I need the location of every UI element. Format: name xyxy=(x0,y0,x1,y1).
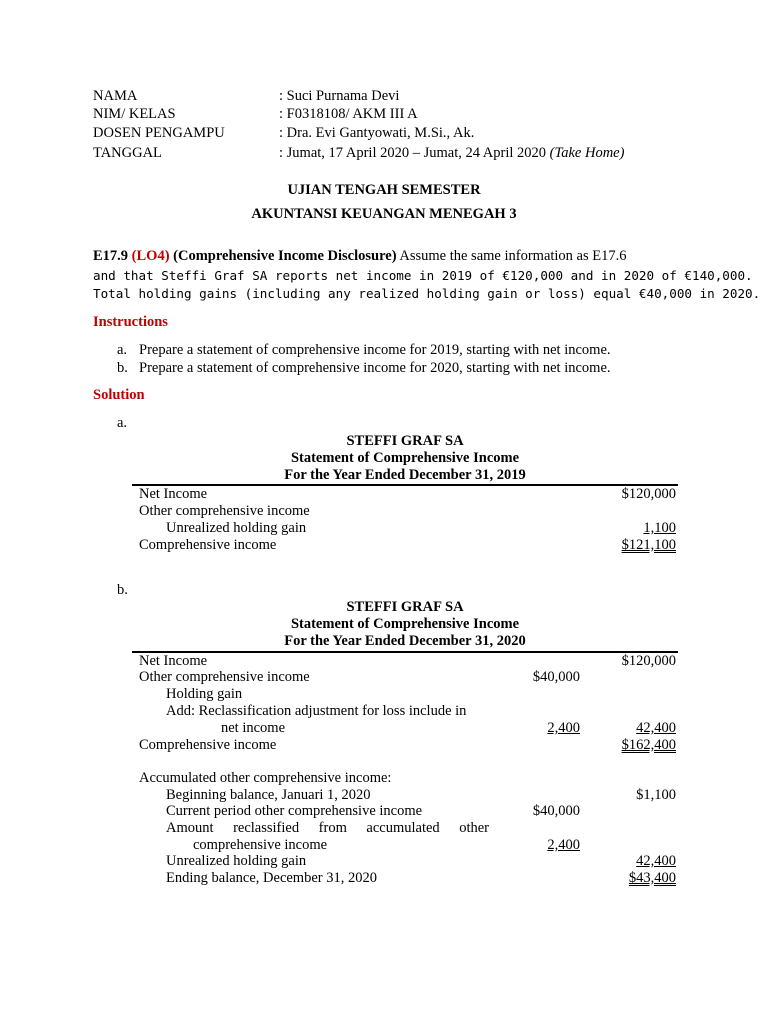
statement-a-ci-label: Comprehensive income xyxy=(139,537,277,553)
header-value-tanggal: : Jumat, 17 April 2020 – Jumat, 24 April 2020 (Take Home) xyxy=(279,145,625,161)
header-value-dosen: : Dra. Evi Gantyowati, M.Si., Ak. xyxy=(279,125,475,141)
statement-b-net-income-amount: $120,000 xyxy=(621,653,676,669)
statement-a-ci-amount: $121,100 xyxy=(621,537,676,553)
statement-a-oci-label: Other comprehensive income xyxy=(139,503,310,519)
statement-a-net-income-label: Net Income xyxy=(139,486,208,502)
aoci-beginning-label: Beginning balance, Januari 1, 2020 xyxy=(166,787,371,803)
statement-a-unrealized-label: Unrealized holding gain xyxy=(166,520,307,536)
instruction-text-a: Prepare a statement of comprehensive income for 2019, starting with net income. xyxy=(139,342,611,358)
header-value-nama: : Suci Purnama Devi xyxy=(279,88,400,104)
instruction-text-b: Prepare a statement of comprehensive income for 2020, starting with net income. xyxy=(139,360,611,376)
statement-b-reclass-label-1: Add: Reclassification adjustment for loss include in xyxy=(166,703,467,719)
problem-lo: (LO4) xyxy=(131,248,170,264)
aoci-ending-amount: $43,400 xyxy=(628,870,676,886)
statement-a-unrealized-amount: 1,100 xyxy=(643,520,676,536)
instructions-label: Instructions xyxy=(93,314,168,330)
instruction-marker-a: a. xyxy=(117,342,128,358)
course-title: AKUNTANSI KEUANGAN MENEGAH 3 xyxy=(251,206,517,222)
statement-b-period: For the Year Ended December 31, 2020 xyxy=(284,633,526,649)
aoci-ending-label: Ending balance, December 31, 2020 xyxy=(166,870,377,886)
header-label-nim: NIM/ KELAS xyxy=(93,106,176,122)
statement-a-net-income-amount: $120,000 xyxy=(621,486,676,502)
aoci-reclassified-label-2: comprehensive income xyxy=(193,837,328,853)
problem-line-3: Total holding gains (including any realized holding gain or loss) equal €40,000 in 2020. xyxy=(93,286,761,301)
statement-b-title: Statement of Comprehensive Income xyxy=(290,616,520,632)
solution-label: Solution xyxy=(93,387,145,403)
problem-heading: (Comprehensive Income Disclosure) xyxy=(173,248,397,264)
header-label-dosen: DOSEN PENGAMPU xyxy=(93,125,225,141)
statement-b-holding-gain-label: Holding gain xyxy=(166,686,243,702)
statement-a-period: For the Year Ended December 31, 2019 xyxy=(284,467,526,483)
aoci-current-label: Current period other comprehensive income xyxy=(166,803,423,819)
statement-b-oci-label: Other comprehensive income xyxy=(139,669,310,685)
statement-a-title: Statement of Comprehensive Income xyxy=(290,450,520,466)
statement-a-company: STEFFI GRAF SA xyxy=(346,433,464,449)
aoci-heading: Accumulated other comprehensive income: xyxy=(139,770,392,786)
instruction-marker-b: b. xyxy=(117,360,128,376)
solution-marker-b: b. xyxy=(117,582,128,598)
solution-marker-a: a. xyxy=(117,415,128,431)
statement-b-company: STEFFI GRAF SA xyxy=(346,599,464,615)
statement-b-reclass-amount: 42,400 xyxy=(636,720,676,736)
aoci-reclassified-label-1: Amount reclassified from accumulated other xyxy=(166,820,489,836)
aoci-unrealized-amount: 42,400 xyxy=(636,853,676,869)
statement-b-reclass-sub: 2,400 xyxy=(547,720,580,736)
problem-code: E17.9 xyxy=(93,248,129,264)
aoci-reclassified-sub: 2,400 xyxy=(547,837,580,853)
statement-b-reclass-label-2: net income xyxy=(221,720,286,736)
exam-title: UJIAN TENGAH SEMESTER xyxy=(287,182,481,198)
aoci-current-sub: $40,000 xyxy=(532,803,580,819)
problem-line-1: E17.9 (LO4) (Comprehensive Income Disclosure) Assume the same information as E17.6 xyxy=(93,248,627,264)
statement-b-ci-label: Comprehensive income xyxy=(139,737,277,753)
aoci-unrealized-label: Unrealized holding gain xyxy=(166,853,307,869)
statement-b-ci-amount: $162,400 xyxy=(621,737,676,753)
problem-line-2: and that Steffi Graf SA reports net income in 2019 of €120,000 and in 2020 of €140,000. xyxy=(93,268,753,283)
aoci-beginning-amount: $1,100 xyxy=(636,787,676,803)
header-label-tanggal: TANGGAL xyxy=(93,145,162,161)
header-value-nim: : F0318108/ AKM III A xyxy=(279,106,418,122)
header-label-nama: NAMA xyxy=(93,88,138,104)
statement-b-net-income-label: Net Income xyxy=(139,653,208,669)
statement-b-oci-sub: $40,000 xyxy=(532,669,580,685)
